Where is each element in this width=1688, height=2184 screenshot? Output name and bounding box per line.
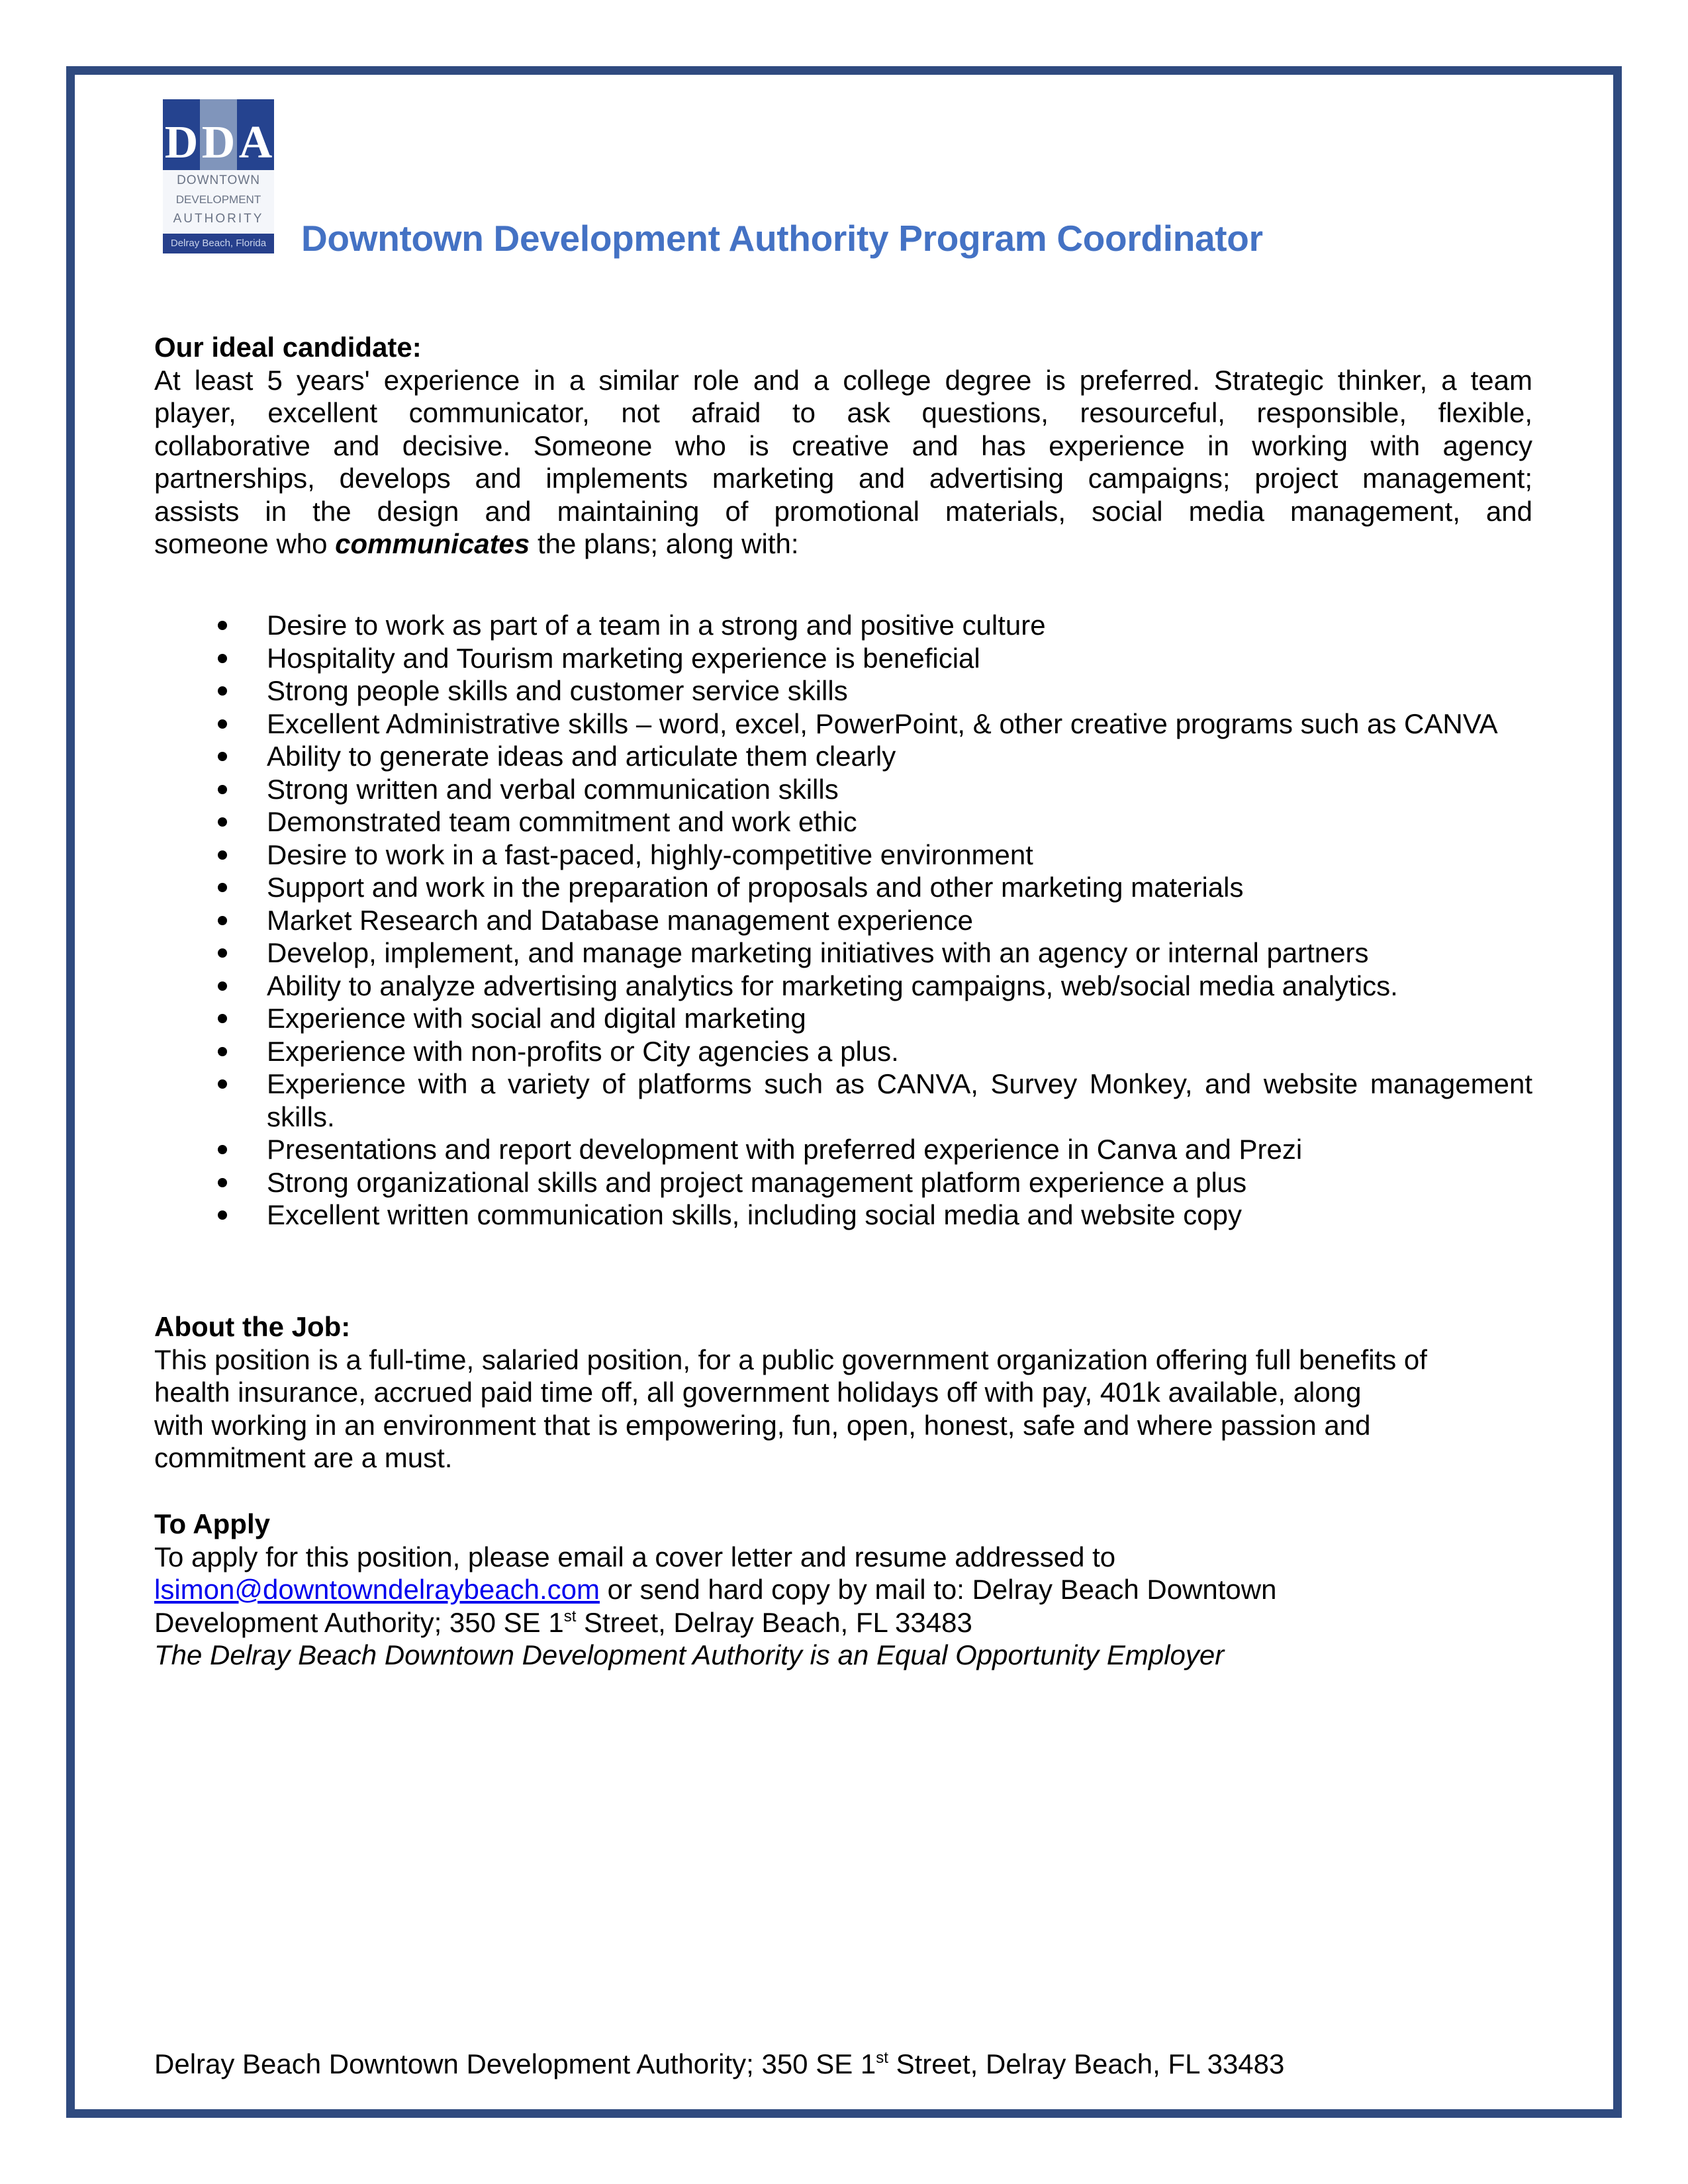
bullet-item	[154, 904, 1532, 937]
bullet-icon	[218, 850, 227, 860]
bullet-icon	[218, 719, 227, 729]
logo-line: DOWNTOWN	[177, 173, 260, 187]
paragraph-line: assists in the design and maintaining of promotional materials, social media management, and	[154, 495, 1532, 527]
logo-location-band: Delray Beach, Florida	[163, 234, 274, 253]
paragraph-line: At least 5 years' experience in a similar role and a college degree is preferred. Strategic thinker, a team	[154, 364, 1532, 396]
bullet-item	[154, 839, 1532, 872]
ideal-candidate-heading: Our ideal candidate:	[154, 332, 422, 363]
paragraph-line: partnerships, develops and implements marketing and advertising campaigns; project management;	[154, 463, 1532, 494]
bullet-text: Experience with a variety of platforms such as CANVA, Survey Monkey, and website management skills.	[267, 1068, 1532, 1132]
bullet-text: Ability to generate ideas and articulate them clearly	[267, 741, 896, 772]
logo-line: AUTHORITY	[173, 212, 264, 226]
apply-line: lsimon@downtowndelraybeach.com or send hard copy by mail to: Delray Beach Downtown	[154, 1574, 1277, 1605]
about-job-heading: About the Job:	[154, 1311, 351, 1342]
bullet-icon	[218, 981, 227, 991]
bullet-item	[154, 970, 1532, 1003]
bullet-item	[154, 1166, 1532, 1199]
bullet-icon	[218, 1210, 227, 1220]
bullet-text: Hospitality and Tourism marketing experience is beneficial	[267, 642, 980, 674]
bullet-icon	[218, 916, 227, 925]
apply-line: To apply for this position, please email a cover letter and resume addressed to	[154, 1541, 1116, 1572]
bullet-item	[154, 805, 1532, 839]
bullet-icon	[218, 817, 227, 827]
ideal-candidate-section	[154, 331, 1532, 561]
bullet-item	[154, 609, 1532, 642]
paragraph-line: commitment are a must.	[154, 1442, 453, 1473]
bullet-item	[154, 740, 1532, 773]
page-title: Downtown Development Authority Program Coordinator	[301, 218, 1263, 259]
bullet-icon	[218, 1047, 227, 1056]
paragraph-line: health insurance, accrued paid time off, all government holidays off with pay, 401k available, along	[154, 1377, 1362, 1408]
bullet-text: Experience with social and digital marketing	[267, 1003, 806, 1034]
bullet-icon	[218, 785, 227, 794]
bullet-icon	[218, 883, 227, 892]
bullet-text: Excellent written communication skills, including social media and website copy	[267, 1199, 1243, 1230]
bullet-item	[154, 1002, 1532, 1035]
bullet-icon	[218, 654, 227, 663]
dda-logo	[163, 99, 274, 253]
bullet-text: Strong organizational skills and project management platform experience a plus	[267, 1166, 1247, 1198]
bullet-text: Develop, implement, and manage marketing initiatives with an agency or internal partners	[267, 937, 1369, 968]
equal-opportunity-statement: The Delray Beach Downtown Development Authority is an Equal Opportunity Employer	[154, 1639, 1225, 1670]
logo-line: DEVELOPMENT	[175, 193, 261, 206]
bullet-text: Desire to work in a fast-paced, highly-competitive environment	[267, 839, 1033, 870]
bullet-text: Support and work in the preparation of proposals and other marketing materials	[267, 872, 1244, 903]
bullet-icon	[218, 686, 227, 696]
bullet-item	[154, 1068, 1532, 1133]
page-footer-address: Delray Beach Downtown Development Authority; 350 SE 1st Street, Delray Beach, FL 33483	[154, 2048, 1285, 2079]
emphasis-communicates: communicates	[335, 528, 530, 559]
bullet-item	[154, 1199, 1532, 1232]
to-apply-heading: To Apply	[154, 1508, 270, 1539]
bullet-item	[154, 642, 1532, 675]
bullet-text: Market Research and Database management experience	[267, 904, 973, 936]
bullet-text: Demonstrated team commitment and work ethic	[267, 806, 857, 837]
bullet-item	[154, 936, 1532, 970]
bullet-text: Presentations and report development with preferred experience in Canva and Prezi	[267, 1134, 1303, 1165]
bullet-text: Desire to work as part of a team in a strong and positive culture	[267, 610, 1046, 641]
email-link[interactable]: lsimon@downtowndelraybeach.com	[154, 1574, 600, 1605]
bullet-text: Strong people skills and customer service skills	[267, 675, 848, 706]
bullet-icon	[218, 1178, 227, 1187]
paragraph-line: someone who communicates the plans; along with:	[154, 528, 799, 559]
bullet-icon	[218, 948, 227, 958]
bullet-item	[154, 1035, 1532, 1068]
bullet-text: Strong written and verbal communication skills	[267, 773, 839, 805]
apply-address-line: Development Authority; 350 SE 1st Street, Delray Beach, FL 33483	[154, 1606, 972, 1638]
paragraph-line: collaborative and decisive. Someone who is creative and has experience in working with agency	[154, 430, 1532, 461]
bullet-icon	[218, 752, 227, 761]
bullet-icon	[218, 1014, 227, 1023]
to-apply-section	[154, 1508, 1532, 1672]
bullet-text: Excellent Administrative skills – word, excel, PowerPoint, & other creative programs such as CANVA	[267, 707, 1498, 739]
paragraph-line: with working in an environment that is empowering, fun, open, honest, safe and where passion and	[154, 1409, 1371, 1441]
bullet-icon	[218, 1145, 227, 1154]
bullet-icon	[218, 621, 227, 630]
bullet-item	[154, 674, 1532, 707]
logo-letters: D D A	[164, 117, 273, 168]
bullet-text: Ability to analyze advertising analytics for marketing campaigns, web/social media analytics.	[267, 970, 1398, 1001]
about-job-section	[154, 1310, 1532, 1475]
bullet-item	[154, 773, 1532, 806]
bullet-item	[154, 707, 1532, 741]
paragraph-line: player, excellent communicator, not afraid to ask questions, resourceful, responsible, flexible,	[154, 397, 1532, 428]
paragraph-line: This position is a full-time, salaried position, for a public government organization offering full benefits of	[154, 1343, 1427, 1375]
bullet-text: Experience with non-profits or City agencies a plus.	[267, 1035, 899, 1067]
requirements-list	[154, 609, 1532, 1232]
bullet-item	[154, 1133, 1532, 1166]
bullet-item	[154, 871, 1532, 904]
bullet-icon	[218, 1079, 227, 1089]
